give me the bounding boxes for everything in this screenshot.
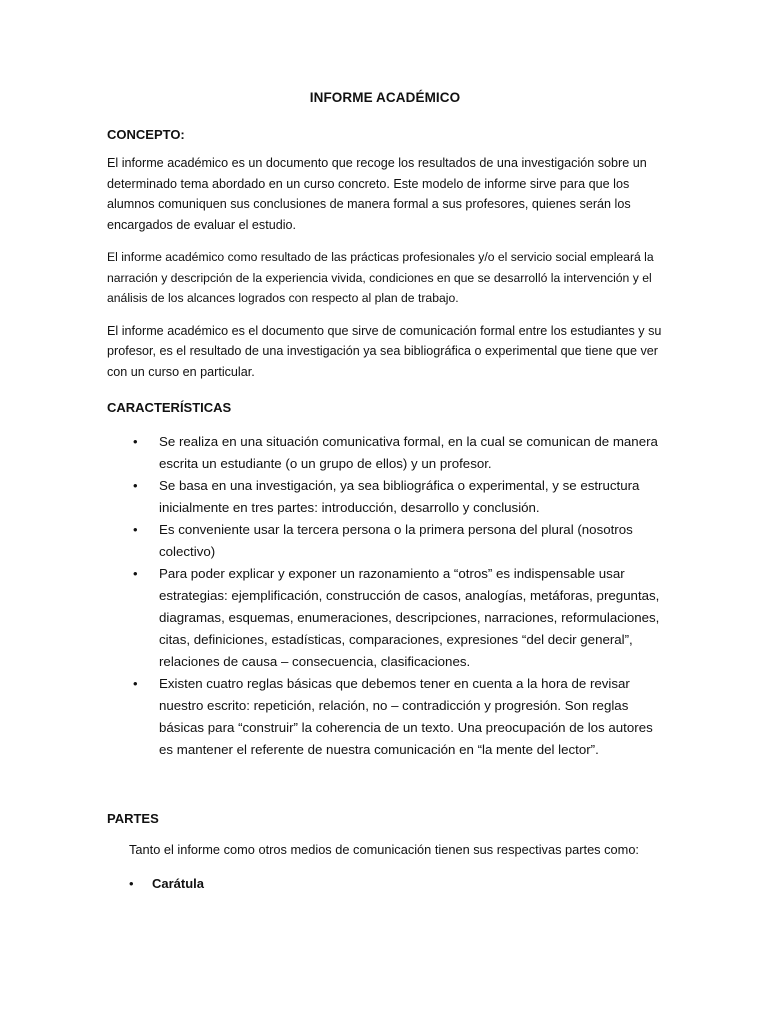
concepto-paragraph: El informe académico como resultado de las prácticas profesionales y/o el servicio social empleará la narración y descripción de la experiencia vivida, condiciones en que se desarrolló la intervención y el análisis de los alcances logrados con respecto al plan de trabajo. (107, 250, 654, 305)
list-item-text: Carátula (152, 876, 205, 891)
section-heading-caracteristicas: CARACTERÍSTICAS (107, 400, 232, 415)
bullet-icon: • (133, 478, 138, 493)
list-item (107, 475, 663, 519)
section-partes (107, 811, 663, 894)
document-content (107, 90, 663, 894)
bullet-icon: • (133, 566, 138, 581)
list-item-text: Se realiza en una situación comunicativa formal, en la cual se comunican de manera escrita un estudiante (o un grupo de ellos) y un profesor. (159, 434, 658, 471)
bullet-icon: • (133, 434, 138, 449)
concepto-paragraph: El informe académico es un documento que recoge los resultados de una investigación sobre un determinado tema abordado en un curso concreto. Este modelo de informe sirve para que los alumnos comuniquen sus conclusiones de manera formal a sus profesores, quienes serán los encargados de evaluar el estudio. (107, 156, 647, 232)
bullet-icon: • (133, 676, 138, 691)
caracteristicas-list (107, 431, 663, 761)
concepto-paragraph: El informe académico es el documento que sirve de comunicación formal entre los estudiantes y su profesor, es el resultado de una investigación ya sea bibliográfica o experimental que tiene que ver con un curso en particular. (107, 323, 662, 379)
list-item-text: Es conveniente usar la tercera persona o la primera persona del plural (nosotros colectivo) (159, 522, 633, 559)
list-item (107, 874, 663, 894)
section-heading-partes: PARTES (107, 811, 159, 826)
list-item-text: Existen cuatro reglas básicas que debemos tener en cuenta a la hora de revisar nuestro escrito: repetición, relación, no – contradicción y progresión. Son reglas básicas para “construir” la coherencia de un texto. Una preocupación de los autores es mantener el referente de nuestra comunicación en “la mente del lector”. (159, 676, 653, 757)
list-item (107, 519, 663, 563)
list-item (107, 673, 663, 761)
list-item-text: Se basa en una investigación, ya sea bibliográfica o experimental, y se estructura inicialmente en tres partes: introducción, desarrollo y conclusión. (159, 478, 640, 515)
partes-intro: Tanto el informe como otros medios de comunicación tienen sus respectivas partes como: (129, 842, 639, 857)
bullet-icon: • (133, 522, 138, 537)
document-title: INFORME ACADÉMICO (309, 90, 461, 105)
list-item-text: Para poder explicar y exponer un razonamiento a “otros” es indispensable usar estrategias: ejemplificación, construcción de casos, analogías, metáforas, preguntas, diagramas, esquemas, enumeraciones, descripciones, narraciones, reformulaciones, citas, definiciones, estadísticas, comparaciones, expresiones “del decir general”, relaciones de causa – consecuencia, clasificaciones. (159, 566, 660, 669)
list-item (107, 563, 663, 673)
bullet-icon: • (129, 876, 134, 891)
list-item (107, 431, 663, 475)
section-heading-concepto: CONCEPTO: (107, 127, 185, 142)
